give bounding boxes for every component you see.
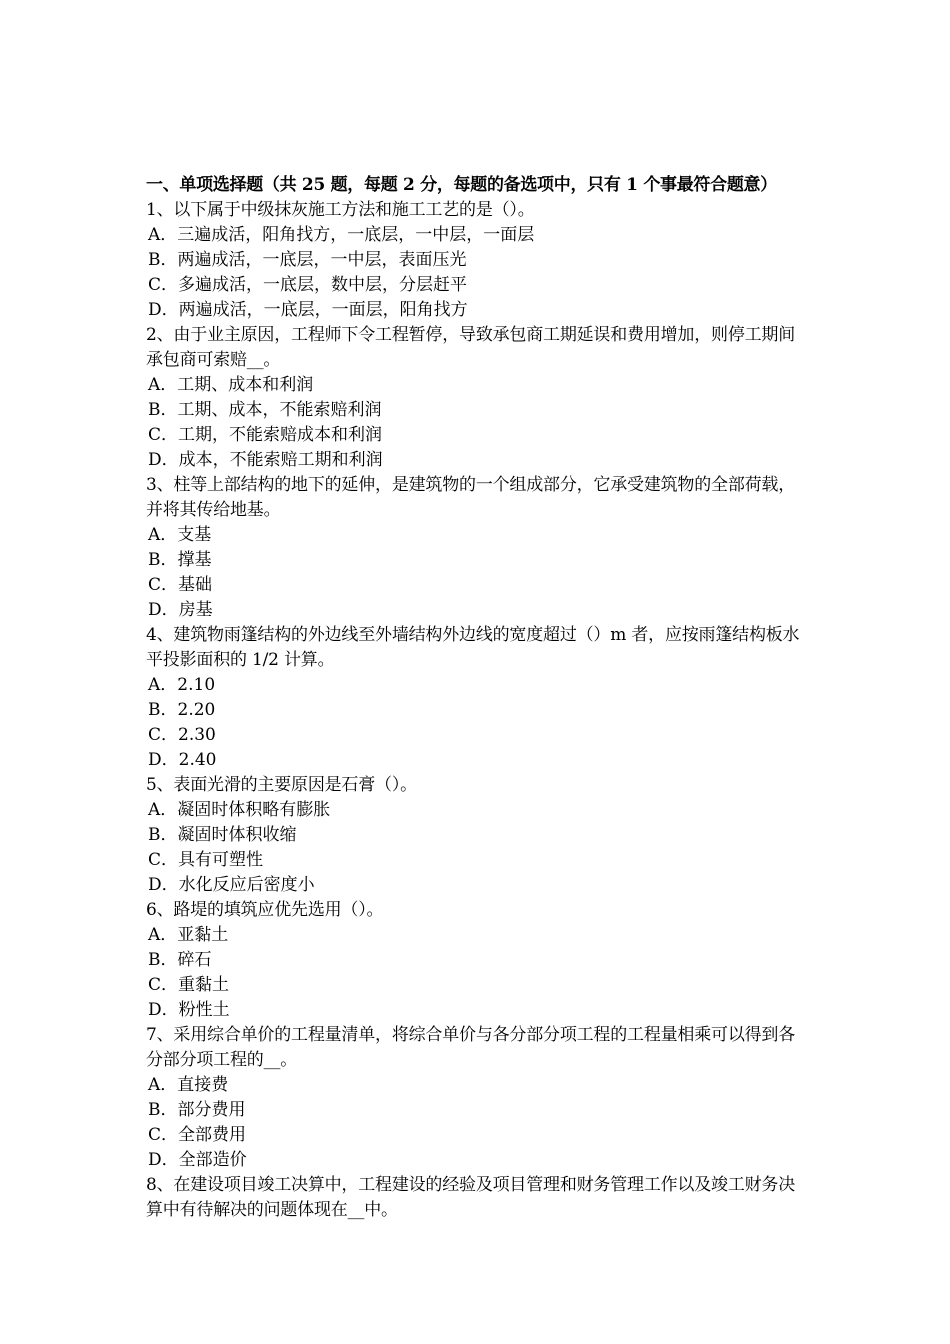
option-key: D．: [148, 1150, 179, 1170]
answer-option: [146, 423, 810, 448]
option-key: C．: [148, 725, 179, 745]
option-text: 亚黏土: [177, 925, 229, 945]
option-key: C．: [148, 850, 179, 870]
option-text: 成本，不能索赔工期和利润: [178, 450, 383, 470]
document-page: [146, 173, 810, 1223]
question-7: [146, 1023, 810, 1173]
option-text: 多遍成活，一底层，数中层，分层赶平: [178, 275, 468, 295]
option-text: 全部造价: [178, 1150, 247, 1170]
option-key: B．: [148, 250, 178, 270]
answer-option: [146, 723, 810, 748]
answer-option: [146, 248, 810, 273]
option-text: 房基: [178, 600, 213, 620]
question-8: [146, 1173, 810, 1223]
answer-option: [146, 698, 810, 723]
answer-option: [146, 923, 810, 948]
option-text: 工期、成本，不能索赔利润: [177, 400, 382, 420]
option-key: D．: [148, 1000, 179, 1020]
option-text: 2.40: [178, 750, 217, 770]
answer-option: [146, 823, 810, 848]
option-text: 具有可塑性: [178, 850, 264, 870]
question-stem: 6、路堤的填筑应优先选用（）。: [146, 900, 384, 920]
question-stem: 8、在建设项目竣工决算中，工程建设的经验及项目管理和财务管理工作以及竣工财务决算中有待解决的问题体现在__中。: [146, 1175, 796, 1220]
option-text: 两遍成活，一底层，一中层，表面压光: [177, 250, 467, 270]
option-text: 两遍成活，一底层，一面层，阳角找方: [178, 300, 468, 320]
option-text: 支基: [177, 525, 212, 545]
question-stem: 7、采用综合单价的工程量清单，将综合单价与各分部分项工程的工程量相乘可以得到各分部分项工程的__。: [146, 1025, 796, 1070]
answer-option: [146, 673, 810, 698]
answer-option: [146, 273, 810, 298]
answer-option: [146, 1148, 810, 1173]
option-text: 直接费: [177, 1075, 229, 1095]
answer-option: [146, 223, 810, 248]
option-key: D．: [148, 750, 179, 770]
question-stem: 1、以下属于中级抹灰施工方法和施工工艺的是（）。: [146, 200, 535, 220]
option-text: 全部费用: [178, 1125, 247, 1145]
option-key: B．: [148, 950, 178, 970]
answer-option: [146, 1098, 810, 1123]
option-key: B．: [148, 825, 178, 845]
option-key: C．: [148, 275, 179, 295]
answer-option: [146, 573, 810, 598]
option-text: 碎石: [177, 950, 212, 970]
option-text: 部分费用: [177, 1100, 246, 1120]
option-key: D．: [148, 600, 179, 620]
option-key: D．: [148, 300, 179, 320]
answer-option: [146, 448, 810, 473]
answer-option: [146, 373, 810, 398]
answer-option: [146, 1123, 810, 1148]
option-key: C．: [148, 575, 179, 595]
question-stem: 4、建筑物雨篷结构的外边线至外墙结构外边线的宽度超过（）m 者，应按雨篷结构板水平投影面积的 1/2 计算。: [146, 625, 800, 670]
option-text: 工期、成本和利润: [177, 375, 314, 395]
section-title: 一、单项选择题（共 25 题，每题 2 分，每题的备选项中，只有 1 个事最符合题意）: [146, 175, 777, 195]
question-list: [146, 198, 810, 1223]
answer-option: [146, 1073, 810, 1098]
question-1: [146, 198, 810, 323]
option-text: 重黏土: [178, 975, 230, 995]
option-key: B．: [148, 550, 178, 570]
option-key: B．: [148, 1100, 178, 1120]
option-key: D．: [148, 875, 179, 895]
option-key: C．: [148, 975, 179, 995]
option-text: 工期，不能索赔成本和利润: [178, 425, 383, 445]
option-key: C．: [148, 425, 179, 445]
option-text: 水化反应后密度小: [178, 875, 315, 895]
option-text: 凝固时体积略有膨胀: [177, 800, 331, 820]
option-text: 三遍成活，阳角找方，一底层，一中层，一面层: [177, 225, 535, 245]
option-key: C．: [148, 1125, 179, 1145]
answer-option: [146, 298, 810, 323]
option-key: A．: [148, 675, 178, 695]
question-stem: 2、由于业主原因，工程师下令工程暂停，导致承包商工期延误和费用增加，则停工期间承包商可索赔__。: [146, 325, 796, 370]
answer-option: [146, 548, 810, 573]
answer-option: [146, 748, 810, 773]
answer-option: [146, 798, 810, 823]
option-key: A．: [148, 925, 178, 945]
answer-option: [146, 848, 810, 873]
answer-option: [146, 873, 810, 898]
option-key: A．: [148, 375, 178, 395]
question-5: [146, 773, 810, 898]
option-key: A．: [148, 1075, 178, 1095]
option-text: 2.30: [178, 725, 216, 745]
option-text: 2.20: [177, 700, 216, 720]
answer-option: [146, 398, 810, 423]
option-key: A．: [148, 525, 178, 545]
answer-option: [146, 523, 810, 548]
answer-option: [146, 948, 810, 973]
answer-option: [146, 998, 810, 1023]
question-2: [146, 323, 810, 473]
option-key: A．: [148, 225, 178, 245]
question-stem: 3、柱等上部结构的地下的延伸，是建筑物的一个组成部分，它承受建筑物的全部荷载，并将其传给地基。: [146, 475, 796, 520]
question-stem: 5、表面光滑的主要原因是石膏（）。: [146, 775, 417, 795]
answer-option: [146, 598, 810, 623]
question-4: [146, 623, 810, 773]
answer-option: [146, 973, 810, 998]
option-text: 粉性土: [178, 1000, 230, 1020]
option-text: 2.10: [177, 675, 216, 695]
question-6: [146, 898, 810, 1023]
option-key: B．: [148, 400, 178, 420]
question-3: [146, 473, 810, 623]
option-text: 撑基: [177, 550, 212, 570]
option-key: B．: [148, 700, 178, 720]
option-key: A．: [148, 800, 178, 820]
option-key: D．: [148, 450, 179, 470]
option-text: 凝固时体积收缩: [177, 825, 297, 845]
option-text: 基础: [178, 575, 213, 595]
